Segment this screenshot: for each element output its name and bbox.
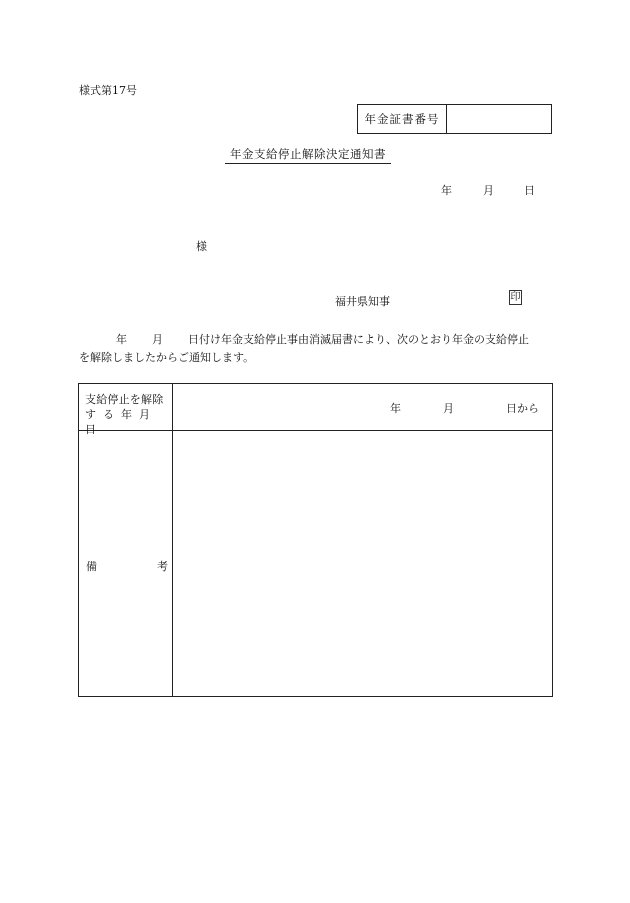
details-table [78,383,553,697]
notice-body-year: 年 [116,333,127,346]
remarks-field[interactable] [173,430,552,696]
remarks-label-char-2: 考 [157,560,168,573]
certificate-number-field[interactable] [447,105,551,133]
seal-mark: 印 [510,292,521,303]
document-title: 年金支給停止解除決定通知書 [225,146,391,164]
addressee-suffix: 様 [196,240,207,253]
notice-body-line-1 [79,331,553,349]
issue-date-day: 日 [524,184,535,197]
resume-date-year: 年 [390,402,401,415]
resume-date-month: 月 [443,402,454,415]
notice-body-line-1-rest: 日付け年金支給停止事由消滅届書により、次のとおり年金の支給停止 [188,333,529,346]
certificate-number-box [357,104,552,134]
issue-date [441,182,535,198]
notice-body [79,331,553,367]
remarks-label [79,430,172,696]
notice-body-month: 月 [152,333,163,346]
issue-date-year: 年 [441,184,452,197]
form-number: 様式第17号 [79,84,137,97]
resume-date-label [79,384,172,436]
resume-date-label-line-2: する年月日 [85,408,157,436]
resume-date-day: 日から [506,402,539,415]
remarks-label-char-1: 備 [86,560,97,573]
certificate-number-label: 年金証書番号 [358,105,447,133]
issue-date-month: 月 [483,184,494,197]
notice-body-line-2: を解除しましたからご通知します。 [79,351,255,364]
resume-date-label-line-1: 支給停止を解除 [85,393,164,406]
issuer-name: 福井県知事 [335,295,390,308]
resume-date-field[interactable] [173,384,552,430]
